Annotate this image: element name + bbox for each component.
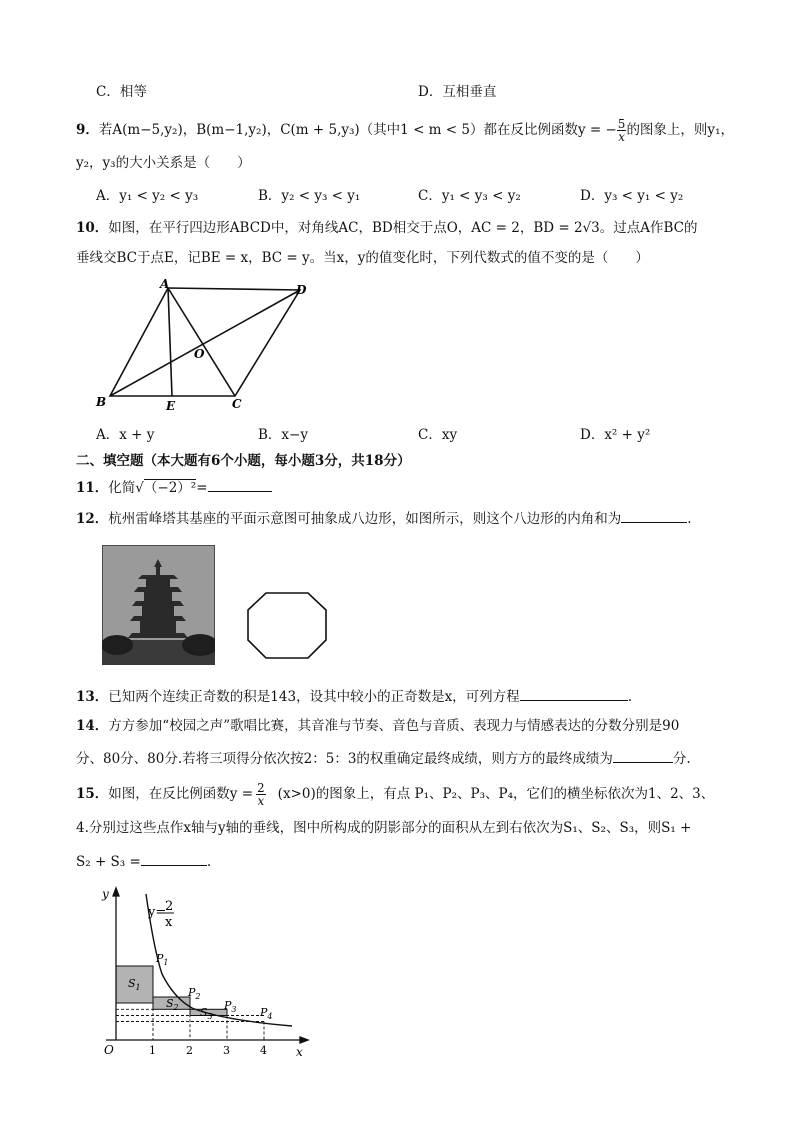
radicand: （−2）² <box>143 480 197 496</box>
label-c: C <box>232 397 242 411</box>
function-label: y= <box>148 905 167 920</box>
question-14-number: 14． <box>76 718 109 734</box>
label-d: D <box>296 283 307 297</box>
function-label-numerator: 2 <box>165 899 174 914</box>
point-p2: $P_2$ <box>188 986 201 1001</box>
sqrt-sign-icon: √ <box>135 480 144 496</box>
question-15-line2: 4.分别过这些点作x轴与y轴的垂线，图中所构成的阴影部分的面积从左到右依次为S₁、S₂、S₃，则S₁ + <box>76 820 692 836</box>
fraction-denominator: x <box>618 130 625 144</box>
label-s2: $S_2$ <box>166 997 179 1012</box>
point-p3: $P_3$ <box>224 999 237 1014</box>
question-12-end: . <box>687 511 692 527</box>
tick-2: 2 <box>186 1044 193 1057</box>
question-9-fraction <box>617 118 627 143</box>
question-13-end: . <box>627 689 632 705</box>
altitude-ae <box>168 288 172 396</box>
answer-blank <box>613 748 673 763</box>
question-13-text: 已知两个连续正奇数的积是143，设其中较小的正奇数是x，可列方程 <box>108 689 520 705</box>
label-b: B <box>96 395 107 409</box>
diagonal-ac <box>168 288 235 396</box>
question-9-option-b: B．y₂ < y₃ < y₁ <box>258 188 361 204</box>
question-11 <box>76 477 272 498</box>
question-10-option-c: C．xy <box>418 427 458 443</box>
answer-blank <box>621 508 687 523</box>
question-15-number: 15． <box>76 786 109 802</box>
question-11-number: 11． <box>76 480 109 496</box>
section-2-heading: 二、填空题（本大题有6个小题，每小题3分，共18分） <box>76 453 411 469</box>
label-s1: $S_1$ <box>128 977 141 992</box>
point-p4: $P_4$ <box>260 1006 273 1021</box>
question-9-line2: y₂，y₃的大小关系是（ ） <box>76 155 251 171</box>
origin-label: O <box>104 1043 114 1057</box>
question-10-line1 <box>76 218 698 238</box>
parallelogram-figure <box>90 278 320 418</box>
question-9-text: 若A(m−5,y₂)，B(m−1,y₂)，C(m + 5,y₃)（其中1 < m < 5）都在反比例函数y = − <box>98 122 617 138</box>
question-10-option-b: B．x−y <box>258 427 308 443</box>
answer-blank <box>141 851 207 866</box>
question-10-number: 10． <box>76 220 109 236</box>
answer-blank <box>520 686 628 701</box>
question-9-line1 <box>76 118 734 143</box>
question-9-option-c: C．y₁ < y₃ < y₂ <box>418 188 521 204</box>
axis-label-y: y <box>102 887 109 901</box>
function-label-denominator: x <box>165 915 173 930</box>
question-9-option-a: A．y₁ < y₂ < y₃ <box>96 188 199 204</box>
point-p1: $P_1$ <box>156 952 169 967</box>
octagon-shape <box>248 593 326 658</box>
question-12 <box>76 508 692 529</box>
tick-3: 3 <box>223 1044 230 1057</box>
inverse-function-graph <box>92 880 317 1060</box>
question-9-number: 9． <box>76 122 99 138</box>
question-10-option-d: D．x² + y² <box>580 427 651 443</box>
question-13 <box>76 686 632 707</box>
question-14-text-2: 分、80分、80分.若将三项得分依次按2：5：3的权重确定最终成绩，则方方的最终成绩为 <box>76 751 613 767</box>
question-11-text: 化简 <box>108 480 136 496</box>
question-15-line3: S₂ + S₃ = . <box>76 851 211 872</box>
pagoda-photo <box>102 545 215 665</box>
question-9-option-d: D．y₃ < y₁ < y₂ <box>580 188 684 204</box>
question-14-line1 <box>76 716 679 736</box>
question-14-line2 <box>76 748 691 769</box>
question-14-end: 分. <box>672 751 691 767</box>
fraction-numerator: 5 <box>617 117 626 131</box>
question-12-number: 12． <box>76 511 109 527</box>
question-15-text-a: 如图，在反比例函数y = <box>108 786 254 802</box>
question-15-text-3: S₂ + S₃ = <box>76 854 141 870</box>
q8-option-d: D．互相垂直 <box>418 84 497 100</box>
question-15-line1 <box>76 782 714 807</box>
answer-blank <box>208 477 272 492</box>
tick-labels <box>149 1044 267 1057</box>
q8-option-c: C．相等 <box>96 84 147 100</box>
question-14-text: 方方参加“校园之声”歌唱比赛，其音准与节奏、音色与音质、表现力与情感表达的分数分别是90 <box>108 718 680 734</box>
label-a: A <box>160 278 170 291</box>
tick-1: 1 <box>149 1044 156 1057</box>
question-15-text-b: (x>0)的图象上，有点 P₁、P₂、P₃、P₄，它们的横坐标依次为1、2、3、 <box>277 786 715 802</box>
fraction-denominator: x <box>257 794 265 808</box>
question-9-text-end: 的图象上，则y₁， <box>626 122 734 138</box>
label-s3: $S_3$ <box>200 1006 213 1021</box>
question-10-text: 如图，在平行四边形ABCD中，对角线AC，BD相交于点O，AC = 2，BD = 2√3。过点A作BC的 <box>108 220 698 236</box>
question-13-number: 13． <box>76 689 109 705</box>
label-e: E <box>166 399 176 413</box>
question-10-option-a: A．x + y <box>96 427 155 443</box>
tick-4: 4 <box>260 1044 267 1057</box>
question-10-line2: 垂线交BC于点E，记BE = x，BC = y。当x，y的值变化时，下列代数式的值不变的是（ ） <box>76 250 649 266</box>
label-o: O <box>194 347 205 361</box>
axis-label-x: x <box>296 1045 303 1059</box>
fraction-numerator: 2 <box>257 781 265 795</box>
octagon-figure <box>244 590 330 662</box>
question-12-text: 杭州雷峰塔其基座的平面示意图可抽象成八边形，如图所示，则这个八边形的内角和为 <box>108 511 622 527</box>
question-15-fraction <box>256 782 266 807</box>
question-11-equals: = <box>196 480 208 496</box>
